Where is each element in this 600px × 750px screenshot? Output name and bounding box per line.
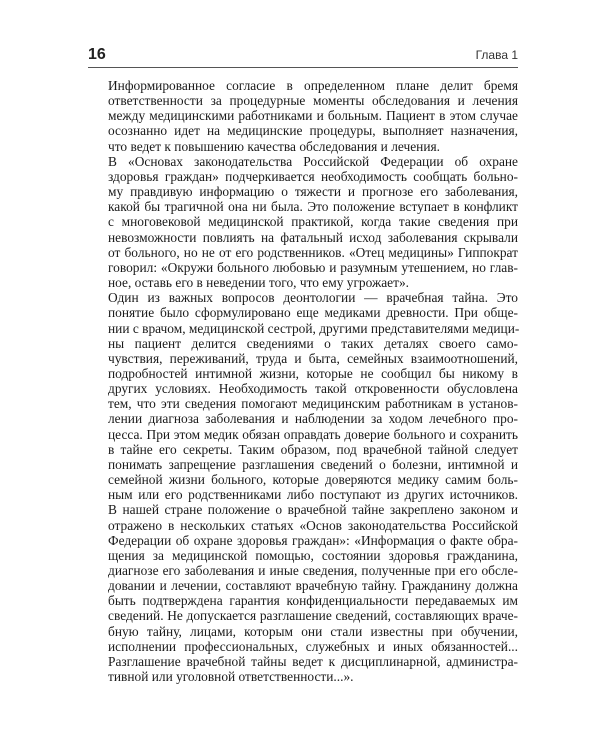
paragraph (88, 290, 518, 684)
paragraph (88, 154, 518, 290)
text-line: лении диагноза заболевания и наблюдении за ходом лечебного про- (108, 411, 518, 427)
text-line: Разглашение врачебной тайны ведет к дисциплинарной, администра- (108, 653, 518, 669)
text-line: исполнении профессиональных, служебных и иных обязанностей... (108, 638, 518, 654)
text-line: между медицинскими работниками и больным. Пациент в этом случае (108, 108, 518, 124)
text-line: му правдивую информацию о тяжести и прогнозе его заболевания, (108, 184, 518, 200)
text-line: подробностей интимной жизни, которые не сообщил бы никому в (108, 365, 518, 381)
running-head: Глава 1 (475, 48, 518, 62)
text-line: от больного, но не от его родственников. «Отец медицины» Гиппократ (108, 244, 518, 260)
page-header (88, 44, 518, 68)
text-line: в тайне его секреты. Таким образом, под врачебной тайной следует (108, 441, 518, 457)
text-line: осознанно идет на медицинские процедуры, выполняет назначения, (108, 123, 518, 139)
text-line: тивной или уголовной ответственности...». (108, 669, 354, 685)
text-line: семейной жизни больного, которые доверяются медику самим боль- (108, 472, 518, 488)
text-line: понимать запрещение разглашения сведений о болезни, интимной и (108, 456, 518, 472)
text-line: довании и лечении, составляют врачебную тайну. Гражданину должна (108, 578, 518, 594)
text-line: В нашей стране положение о врачебной тайне закреплено законом и (108, 502, 518, 518)
text-line: Федерации об охране здоровья граждан»: «Информация о факте обра- (108, 532, 518, 548)
text-line: какой бы трагичной она ни была. Это положение вступает в конфликт (108, 199, 518, 215)
text-line: цесса. При этом медик обязан оправдать доверие больного и сохранить (108, 426, 518, 442)
text-line: чувствия, переживаний, труда и быта, семейных взаимоотношений, (108, 350, 518, 366)
text-line: понятие было сформулировано еще медиками древности. При обще- (108, 305, 518, 321)
text-line: отражено в нескольких статьях «Основ законодательства Российской (108, 517, 518, 533)
text-line: ны пациент делится сведениями о таких деталях своего само- (108, 335, 518, 351)
text-line: Один из важных вопросов деонтологии — врачебная тайна. Это (108, 290, 518, 306)
text-line: здоровья граждан» подчеркивается необходимость сообщать больно- (108, 168, 518, 184)
text-line: ным или его родственниками либо поступают из других источников. (108, 487, 518, 503)
text-line: с многовековой медицинской практикой, когда такие сведения при (108, 214, 518, 230)
page-number: 16 (88, 46, 106, 63)
header-rule (88, 67, 518, 68)
text-line: ответственности за процедурные моменты обследования и лечения (108, 93, 518, 109)
text-line: сведений. Не допускается разглашение сведений, составляющих враче- (108, 608, 518, 624)
text-line: других условиях. Необходимость такой откровенности обусловлена (108, 381, 518, 397)
text-line: говорил: «Окружи больного любовью и разумным утешением, но глав- (108, 259, 518, 275)
text-line: нии с врачом, медицинской сестрой, другими представителями медици- (108, 320, 520, 336)
text-line: щения за медицинской помощью, состоянии здоровья гражданина, (108, 547, 518, 563)
text-line: Информированное согласие в определенном плане делит бремя (108, 78, 518, 93)
paragraph (88, 78, 518, 154)
text-line: что ведет к повышению качества обследования и лечения. (108, 138, 441, 154)
body-text (88, 78, 518, 684)
text-line: ное, оставь его в неведении того, что ему угрожает». (108, 275, 410, 291)
text-line: быть подтверждена гарантия конфиденциальности передаваемых им (108, 593, 518, 609)
text-line: бную тайну, лицами, которым они стали известны при обучении, (108, 623, 518, 639)
text-line: В «Основах законодательства Российской Федерации об охране (108, 153, 518, 169)
text-line: диагнозе его заболевания и иные сведения, полученные при его обсле- (108, 563, 518, 578)
text-line: тем, что эти сведения помогают медицинским работникам в установ- (108, 396, 518, 412)
text-line: невозможности повлиять на фатальный исход заболевания скрывали (108, 229, 518, 245)
